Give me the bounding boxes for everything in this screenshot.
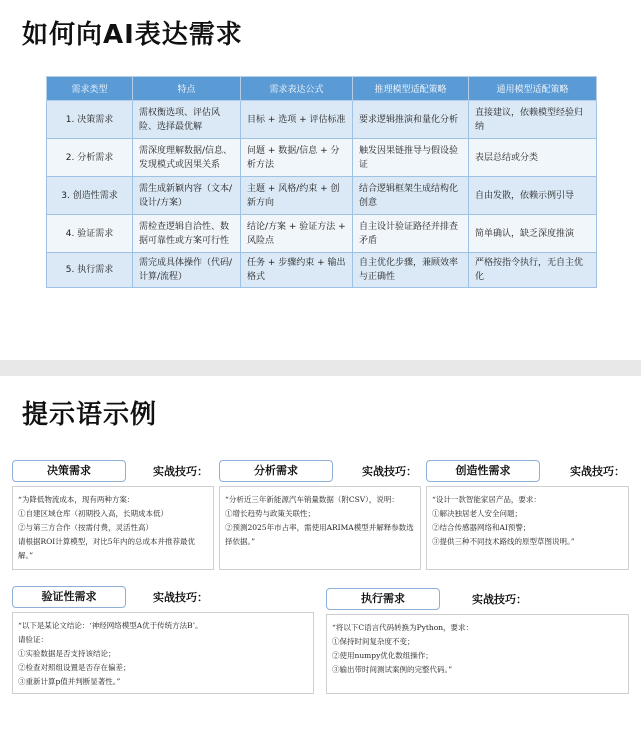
card-body-decision [12,486,214,570]
cell-reasoning: 结合逻辑框架生成结构化创意 [353,177,469,215]
tip-label: 实战技巧： [570,465,625,478]
prompt-line: ①解决独居老人安全问题； [432,509,522,518]
table-row [47,253,597,288]
cell-formula: 主题 + 风格/约束 + 创新方向 [241,177,353,215]
prompt-line: 请根据ROI计算模型，对比5年内的总成本并推荐最优解。” [18,537,196,560]
card-body-creative [426,486,629,570]
cell-feature: 需生成新颖内容（文本/设计/方案） [133,177,241,215]
header-cell: 推理模型适配策略 [353,77,469,101]
cell-formula: 任务 + 步骤约束 + 输出格式 [241,253,353,288]
prompt-line: ①增长趋势与政策关联性； [225,509,315,518]
cell-formula: 问题 + 数据/信息 + 分析方法 [241,139,353,177]
prompt-line: ①保持时间复杂度不变； [332,637,415,646]
cell-reasoning: 触发因果链推导与假设验证 [353,139,469,177]
cell-type: 5. 执行需求 [47,253,133,288]
cell-reasoning: 要求逻辑推演和量化分析 [353,101,469,139]
needs-table [46,76,597,288]
table-row [47,177,597,215]
cell-reasoning: 自主优化步骤，兼顾效率与正确性 [353,253,469,288]
prompt-line: ③重新计算p值并判断显著性。” [18,677,121,686]
header-cell: 特点 [133,77,241,101]
cell-type: 1. 决策需求 [47,101,133,139]
prompt-line: “将以下C语言代码转换为Python，要求： [332,623,474,632]
slide-title: 提示语示例 [22,400,158,430]
cell-formula: 结论/方案 + 验证方法 + 风险点 [241,215,353,253]
prompt-line: ②预测2025年市占率，需使用ARIMA模型并解释参数选择依据。” [225,523,414,546]
header-cell: 通用模型适配策略 [469,77,597,101]
prompt-line: ③输出带时间测试案例的完整代码。” [332,665,453,674]
card-title-analysis: 分析需求 [219,460,333,482]
cell-general: 表层总结或分类 [469,139,597,177]
prompt-line: “分析近三年新能源汽车销量数据（附CSV），说明： [225,495,399,504]
slide-title: 如何向AI表达需求 [22,20,243,50]
header-cell: 需求类型 [47,77,133,101]
tip-label: 实战技巧： [153,465,208,478]
slide-prompt-examples [0,376,641,739]
table-row [47,215,597,253]
cell-formula: 目标 + 选项 + 评估标准 [241,101,353,139]
prompt-line: ①实验数据是否支持该结论； [18,649,116,658]
card-title-verification: 验证性需求 [12,586,126,608]
prompt-line: ②使用numpy优化数组操作； [332,651,433,660]
cell-general: 严格按指令执行，无自主优化 [469,253,597,288]
card-title-decision: 决策需求 [12,460,126,482]
table-row [47,101,597,139]
cell-feature: 需完成具体操作（代码/计算/流程） [133,253,241,288]
prompt-line: ①自建区域仓库（初期投入高，长期成本低） [18,509,168,518]
cell-type: 2. 分析需求 [47,139,133,177]
prompt-line: “为降低物流成本，现有两种方案： [18,495,135,504]
cell-feature: 需深度理解数据/信息、发现模式或因果关系 [133,139,241,177]
table-header-row [47,77,597,101]
cell-feature: 需权衡选项、评估风险、选择最优解 [133,101,241,139]
card-title-execution: 执行需求 [326,588,440,610]
card-body-execution [326,614,629,694]
cell-type: 3. 创造性需求 [47,177,133,215]
prompt-line: “设计一款智能家居产品，要求： [432,495,541,504]
prompt-line: ③提供三种不同技术路线的原型草图说明。” [432,537,575,546]
card-title-creative: 创造性需求 [426,460,540,482]
slide-express-needs [0,0,641,360]
prompt-line: ②结合传感器网络和AI预警； [432,523,531,532]
cell-reasoning: 自主设计验证路径并排查矛盾 [353,215,469,253]
card-body-analysis [219,486,421,570]
cell-general: 直接建议，依赖模型经验归纳 [469,101,597,139]
tip-label: 实战技巧： [153,591,208,604]
tip-label: 实战技巧： [472,593,527,606]
prompt-line: ②与第三方合作（按需付费，灵活性高） [18,523,153,532]
card-body-verification [12,612,314,694]
cell-type: 4. 验证需求 [47,215,133,253]
cell-general: 简单确认，缺乏深度推演 [469,215,597,253]
tip-label: 实战技巧： [362,465,417,478]
table-row [47,139,597,177]
prompt-line: 请验证： [18,635,48,644]
cell-general: 自由发散，依赖示例引导 [469,177,597,215]
prompt-line: ②检查对照组设置是否存在偏差； [18,663,131,672]
header-cell: 需求表达公式 [241,77,353,101]
cell-feature: 需检查逻辑自洽性、数据可靠性或方案可行性 [133,215,241,253]
prompt-line: “以下是某论文结论：‘神经网络模型A优于传统方法B’。 [18,621,203,630]
